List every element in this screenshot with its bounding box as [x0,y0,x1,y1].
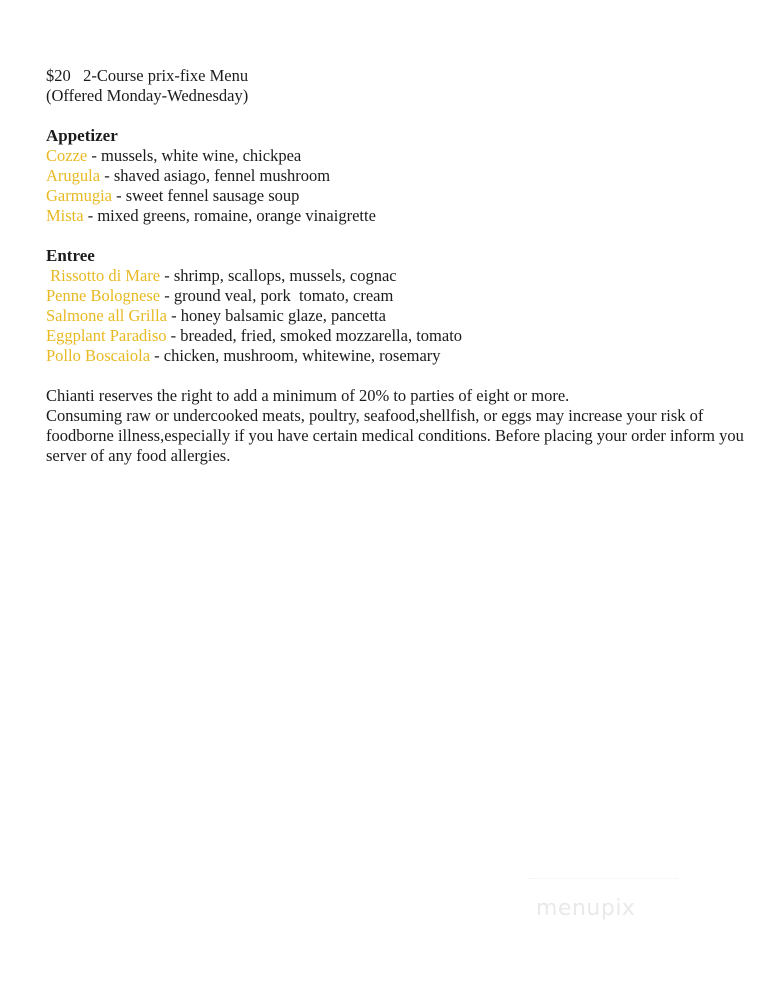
spacer [46,366,746,386]
dish-name: Pollo Boscaiola [46,346,151,365]
watermark-logo: menupix [536,896,636,921]
appetizer-section [46,126,746,226]
consumer-warning: Consuming raw or undercooked meats, poultry, seafood,shellfish, or eggs may increase your risk of foodborne illness,especially if you have certain medical conditions. Before placing your order inform you server of any food allergies. [46,406,744,465]
dish-description: - breaded, fried, smoked mozzarella, tomato [166,326,463,345]
menu-item [46,326,746,346]
menu-item [46,186,746,206]
menu-item [46,146,746,166]
dish-name: Penne Bolognese [46,286,161,305]
dish-name: Rissotto di Mare [46,266,161,285]
menu-page [46,66,746,466]
dish-name: Cozze [46,146,88,165]
dish-description: - honey balsamic glaze, pancetta [166,306,386,325]
price-line: $20 2-Course prix-fixe Menu [46,66,249,85]
appetizer-heading: Appetizer [46,126,118,145]
menu-item [46,346,746,366]
entree-section [46,246,746,366]
dish-description: - mussels, white wine, chickpea [87,146,302,165]
dish-description: - shaved asiago, fennel mushroom [100,166,331,185]
gratuity-notice: Chianti reserves the right to add a minimum of 20% to parties of eight or more. [46,386,570,405]
entree-heading: Entree [46,246,95,265]
dish-name: Eggplant Paradiso [46,326,167,345]
offered-days-line: (Offered Monday-Wednesday) [46,86,249,105]
spacer [46,226,746,246]
notice-section [46,386,746,466]
dish-description: - sweet fennel sausage soup [111,186,300,205]
menu-item [46,266,746,286]
menu-item [46,306,746,326]
dish-name: Arugula [46,166,101,185]
menu-item [46,286,746,306]
dish-name: Garmugia [46,186,112,205]
menu-item [46,166,746,186]
dish-name: Mista [46,206,84,225]
dish-description: - mixed greens, romaine, orange vinaigrette [83,206,376,225]
watermark-tagline-line [528,878,678,887]
spacer [46,106,746,126]
dish-name: Salmone all Grilla [46,306,167,325]
dish-description: - ground veal, pork tomato, cream [160,286,394,305]
menu-item [46,206,746,226]
dish-description: - chicken, mushroom, whitewine, rosemary [150,346,441,365]
dish-description: - shrimp, scallops, mussels, cognac [160,266,397,285]
